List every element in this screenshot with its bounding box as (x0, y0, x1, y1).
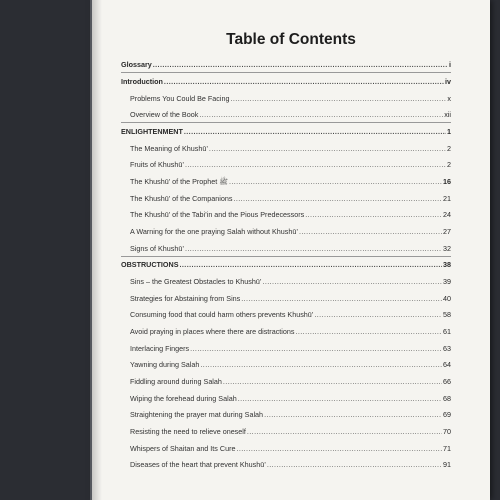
toc-entry (121, 192, 451, 204)
toc-entry-title: Fruits of Khushū’ (130, 160, 184, 169)
toc-entry (121, 342, 451, 354)
toc-entry-page: 69 (443, 410, 451, 419)
toc-entry-title: Whispers of Shaitan and Its Cure (130, 444, 236, 453)
section-rule (121, 72, 451, 73)
toc-entry-title: Strategies for Abstaining from Sins (130, 294, 241, 303)
section-rule (121, 256, 451, 257)
toc-entry (121, 158, 451, 170)
dot-leader (180, 260, 443, 270)
dot-leader (231, 94, 447, 104)
toc-entry (121, 308, 451, 320)
section-rule (121, 122, 451, 123)
toc-entry-page: i (449, 60, 451, 69)
toc-entry-page: 91 (443, 460, 451, 469)
toc-entry (121, 392, 451, 404)
toc-entry-page: 70 (443, 427, 451, 436)
dot-leader (164, 77, 444, 87)
dot-leader (299, 227, 442, 237)
dot-leader (153, 60, 448, 70)
dot-leader (223, 377, 442, 387)
toc-entry-title: Avoid praying in places where there are distractions (130, 327, 295, 336)
toc-entry-title: Fiddling around during Salah (130, 377, 222, 386)
toc-entry (121, 58, 451, 70)
toc-entry (121, 75, 451, 87)
toc-entry-title: The Khushū’ of the Companions (130, 194, 233, 203)
toc-entry-page: 58 (443, 310, 451, 319)
toc-entry (121, 108, 451, 120)
toc-entry-title: Yawning during Salah (130, 360, 200, 369)
dot-leader (262, 277, 442, 287)
toc-entry (121, 325, 451, 337)
toc-entry (121, 292, 451, 304)
toc-entry-title: Signs of Khushū’ (130, 244, 184, 253)
toc-entry (121, 408, 451, 420)
toc-entry-title: Wiping the forehead during Salah (130, 394, 237, 403)
toc-entry-title: Glossary (121, 60, 152, 69)
toc-entry-page: 66 (443, 377, 451, 386)
toc-entry (121, 242, 451, 254)
toc-entry-page: 24 (443, 210, 451, 219)
toc-entry-page: 39 (443, 277, 451, 286)
toc-entry (121, 142, 451, 154)
toc-entry-page: iv (445, 77, 451, 86)
toc-entry-page: x (447, 94, 451, 103)
toc-entry-page: xii (444, 110, 451, 119)
toc-entry-page: 27 (443, 227, 451, 236)
dot-leader (295, 327, 442, 337)
toc-entry-page: 2 (447, 144, 451, 153)
dot-leader (199, 110, 443, 120)
dot-leader (247, 427, 442, 437)
toc-entry (121, 125, 451, 137)
toc-entry-page: 68 (443, 394, 451, 403)
toc-entry-page: 64 (443, 360, 451, 369)
toc-entry-page: 71 (443, 444, 451, 453)
book-page (92, 0, 490, 500)
toc-entry (121, 275, 451, 287)
toc-entry (121, 92, 451, 104)
toc-entry-title: The Khushū’ of the Tabi’in and the Pious Predecessors (130, 210, 305, 219)
toc-entry (121, 442, 451, 454)
toc-entry-title: Resisting the need to relieve oneself (130, 427, 246, 436)
toc-entry-page: 16 (443, 177, 451, 186)
dot-leader (200, 360, 442, 370)
dot-leader (190, 344, 442, 354)
toc-entry-title: The Khushū’ of the Prophet ﷺ (130, 177, 228, 186)
dot-leader (236, 444, 442, 454)
dot-leader (184, 127, 446, 137)
toc-entry (121, 258, 451, 270)
page-title: Table of Contents (226, 31, 356, 48)
dot-leader (233, 194, 442, 204)
toc-entry-page: 1 (447, 127, 451, 136)
dot-leader (305, 210, 442, 220)
toc-entry (121, 208, 451, 220)
toc-entry-title: Sins – the Greatest Obstacles to Khushū’ (130, 277, 262, 286)
dot-leader (185, 160, 446, 170)
toc-entry-title: OBSTRUCTIONS (121, 260, 179, 269)
dot-leader (185, 244, 442, 254)
toc-entry-title: Introduction (121, 77, 163, 86)
dot-leader (241, 294, 442, 304)
toc-entry-page: 2 (447, 160, 451, 169)
toc-entry-title: ENLIGHTENMENT (121, 127, 183, 136)
toc-entry-title: Diseases of the heart that prevent Khushū’ (130, 460, 266, 469)
toc-entry-page: 32 (443, 244, 451, 253)
toc-entry-page: 38 (443, 260, 451, 269)
dot-leader (209, 144, 446, 154)
dot-leader (229, 177, 442, 187)
toc-entry-title: The Meaning of Khushū’ (130, 144, 208, 153)
toc-entry-page: 63 (443, 344, 451, 353)
toc-entry (121, 425, 451, 437)
toc-entry-title: Consuming food that could harm others prevents Khushū’ (130, 310, 314, 319)
toc-entry (121, 375, 451, 387)
dot-leader (267, 460, 442, 470)
toc-entry-title: Overview of the Book (130, 110, 199, 119)
toc-entry-page: 21 (443, 194, 451, 203)
toc-entry (121, 358, 451, 370)
toc-entry-title: Interlacing Fingers (130, 344, 190, 353)
dot-leader (314, 310, 442, 320)
dot-leader (264, 410, 442, 420)
toc-entry-page: 40 (443, 294, 451, 303)
toc-entry-title: Straightening the prayer mat during Salah (130, 410, 264, 419)
toc-entry (121, 225, 451, 237)
toc-entry-title: Problems You Could Be Facing (130, 94, 230, 103)
toc-entry-title: A Warning for the one praying Salah without Khushū’ (130, 227, 298, 236)
toc-entry-page: 61 (443, 327, 451, 336)
toc-entry (121, 175, 451, 187)
toc-entry (121, 458, 451, 470)
dot-leader (238, 394, 442, 404)
